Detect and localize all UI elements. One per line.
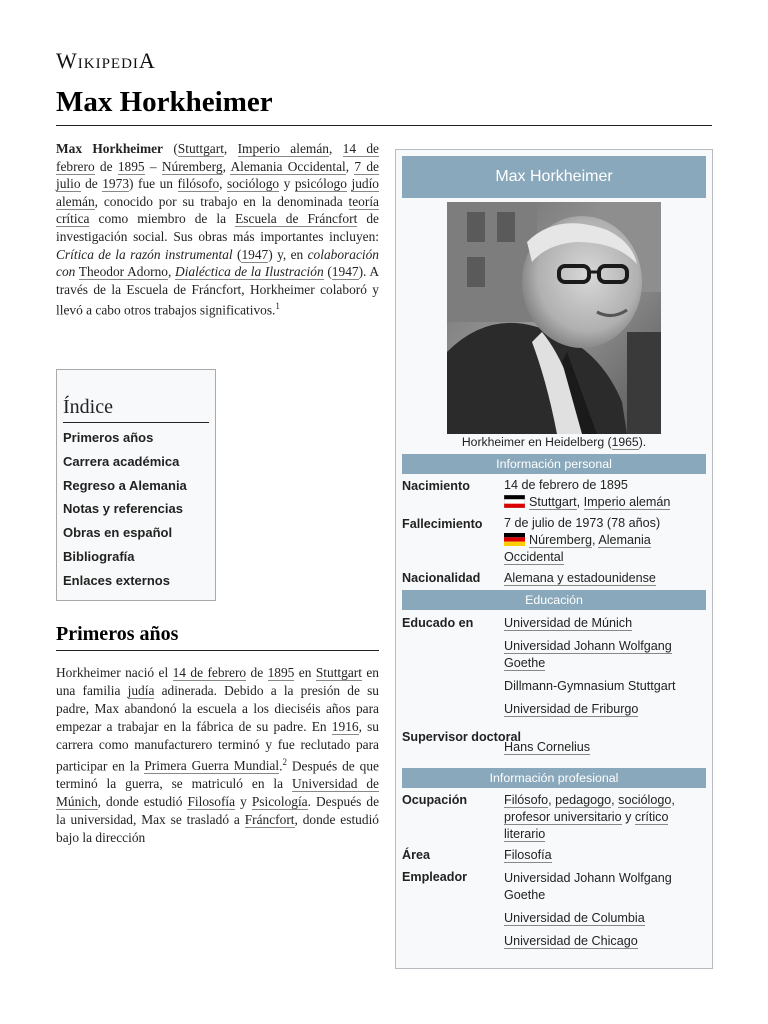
link-1895-s[interactable]: 1895: [267, 665, 295, 680]
link-nacionalidad[interactable]: Alemana y estadounidense: [504, 571, 656, 585]
link-dialectica[interactable]: Dialéctica de la Ilustración: [175, 264, 324, 280]
toc-title: Índice: [63, 396, 209, 423]
label-empleador: Empleador: [402, 870, 468, 884]
work-title-critica: Crítica de la razón instrumental: [56, 246, 233, 262]
link-1895[interactable]: 1895: [117, 158, 145, 174]
toc-item-carrera-academica[interactable]: Carrera académica: [63, 453, 180, 469]
wordmark-final: A: [138, 48, 156, 73]
link-universidad-munich[interactable]: Universidad de Múnich: [56, 775, 379, 809]
label-educado-en: Educado en: [402, 616, 474, 630]
label-fallecimiento: Fallecimiento: [402, 517, 483, 531]
infobox-title: Max Horkheimer: [402, 156, 706, 198]
link-imperio-aleman[interactable]: Imperio alemán: [237, 141, 329, 156]
link-7-julio[interactable]: 7 de julio: [56, 158, 379, 192]
imperial-germany-flag-icon: [504, 495, 525, 508]
link-judia[interactable]: judía: [127, 682, 155, 698]
link-14-febrero[interactable]: 14 de febrero: [56, 141, 379, 174]
section-header-profesional: Información profesional: [402, 768, 706, 788]
value-supervisor-doctoral: [504, 739, 704, 756]
portrait-image: [447, 202, 661, 434]
toc-item-notas-referencias[interactable]: Notas y referencias: [63, 501, 183, 517]
toc-item-obras-espanol[interactable]: Obras en español: [63, 525, 173, 541]
toc-item-enlaces-externos[interactable]: Enlaces externos: [63, 572, 170, 588]
lead-subject-name: Max Horkheimer: [56, 141, 164, 156]
reference-2[interactable]: 2: [282, 756, 287, 767]
portrait-photo[interactable]: [447, 202, 661, 434]
link-primera-guerra-mundial[interactable]: Primera Guerra Mundial: [144, 758, 280, 773]
link-psicologo[interactable]: psicólogo: [294, 176, 347, 192]
value-nacionalidad: [504, 570, 704, 587]
toc-item-primeros-anos[interactable]: Primeros años: [63, 430, 154, 445]
link-birth-country[interactable]: Imperio alemán: [583, 495, 671, 509]
link-nuremberg[interactable]: Núremberg: [161, 158, 223, 174]
link-stuttgart[interactable]: Stuttgart: [177, 141, 224, 156]
toc-item-regreso-alemania[interactable]: Regreso a Alemania: [63, 477, 187, 493]
section-paragraph: Horkheimer nació el 14 de febrero de 1895 en Stuttgart en una familia judía adinerada. Debido a la presión de su padre, Max abandonó la escuela a los dieciséis años para empezar a trabajar en la fábrica de su padre. En 1916, su carrera como manufacturero terminó y fue reclutado para participar en la Primera Guerra Mundial.$^2$ Después de que terminó la guerra, se matriculó en la Universidad de Múnich, donde estudió Filosofía y Psicología. Después de la universidad, Max se trasladó a Fráncfort, donde estudió bajo la dirección: [56, 665, 380, 845]
toc-item-bibliografia[interactable]: Bibliografía: [63, 548, 135, 564]
wordmark-initial: W: [56, 48, 78, 73]
link-profesor-universitario[interactable]: profesor universitario: [504, 810, 622, 824]
employer-goethe: Universidad Johann Wolfgang Goethe: [504, 871, 672, 902]
link-1947[interactable]: 1947: [241, 246, 269, 262]
link-sociologo[interactable]: sociólogo: [227, 176, 280, 192]
birth-date: 14 de febrero de 1895: [504, 478, 628, 492]
link-birth-place[interactable]: Stuttgart: [529, 495, 577, 509]
label-area: Área: [402, 848, 431, 862]
infobox: [395, 149, 713, 969]
link-universidad-goethe[interactable]: Universidad Johann Wolfgang Goethe: [504, 639, 672, 670]
link-psicologia[interactable]: Psicología: [251, 793, 308, 809]
link-14-febrero-s[interactable]: 14 de febrero: [172, 665, 247, 680]
lead-paragraph: Max Horkheimer (Stuttgart, Imperio alemán, 14 de febrero de 1895 – Núremberg, Alemania Occidental, 7 de julio de 1973) fue un filósofo, sociólogo y psicólogo judío alemán, conocido por su trabajo en la denominada teoría crítica como miembro de la Escuela de Fráncfort de investigación social. Sus obras más importantes incluyen: Crítica de la razón instrumental (1947) y, en colaboración con Theodor Adorno, Dialéctica de la Ilustración (1947). A través de la Escuela de Fráncfort, Horkheimer colaboró y llevó a cabo otros trabajos significativos.$^1$: [56, 141, 380, 318]
link-pedagogo[interactable]: pedagogo: [555, 793, 612, 807]
germany-flag-icon: [504, 533, 525, 546]
value-nacimiento: 14 de febrero de 1895 Stuttgart, Imperio alemán: [504, 477, 704, 511]
link-filosofia-ib[interactable]: Filosofía: [504, 848, 552, 862]
wordmark-body: ikipedi: [77, 48, 139, 73]
page-title: Max Horkheimer: [56, 86, 273, 118]
label-nacimiento: Nacimiento: [402, 479, 470, 493]
section-heading-primeros-anos: Primeros años: [56, 623, 179, 645]
reference-1[interactable]: 1: [275, 301, 280, 312]
death-date: 7 de julio de 1973 (78 años): [504, 516, 661, 530]
link-escuela-francfort[interactable]: Escuela de Fráncfort: [235, 211, 358, 227]
link-1965[interactable]: 1965: [611, 435, 639, 449]
link-1916[interactable]: 1916: [331, 718, 359, 734]
label-nacionalidad: Nacionalidad: [402, 571, 481, 585]
link-universidad-chicago[interactable]: Universidad de Chicago: [504, 934, 638, 948]
link-filosofia[interactable]: Filosofía: [187, 793, 236, 809]
link-1947-b[interactable]: 1947: [331, 264, 359, 280]
link-hans-cornelius[interactable]: Hans Cornelius: [504, 740, 591, 754]
link-critico-literario[interactable]: crítico literario: [504, 810, 669, 841]
value-educado-en: [504, 615, 704, 718]
link-universidad-munich-ib[interactable]: Universidad de Múnich: [504, 616, 633, 630]
link-francfort[interactable]: Fráncfort: [244, 811, 295, 827]
link-teoria-critica[interactable]: teoría crítica: [56, 193, 379, 227]
link-filosofo-ib[interactable]: Filósofo: [504, 793, 549, 807]
link-alemania-occidental[interactable]: Alemania Occidental: [230, 158, 346, 174]
link-death-country[interactable]: Alemania Occidental: [504, 533, 651, 564]
value-fallecimiento: 7 de julio de 1973 (78 años) Núremberg, Alemania Occidental: [504, 515, 704, 566]
section-header-personal: Información personal: [402, 454, 706, 474]
label-supervisor-doctoral: Supervisor doctoral: [402, 730, 521, 744]
table-of-contents: [56, 369, 216, 601]
section-header-educacion: Educación: [402, 590, 706, 610]
portrait-caption: Horkheimer en Heidelberg (1965).: [461, 435, 647, 449]
label-ocupacion: Ocupación: [402, 793, 468, 807]
value-ocupacion: Filósofo, pedagogo, sociólogo, profesor universitario y crítico literario: [504, 793, 675, 841]
link-sociologo-ib[interactable]: sociólogo: [618, 793, 672, 807]
title-divider: [56, 125, 712, 126]
value-area: [504, 847, 704, 864]
link-1973[interactable]: 1973: [102, 176, 130, 192]
section-divider: [56, 650, 379, 651]
link-judio-aleman[interactable]: judío alemán: [56, 176, 379, 209]
link-theodor-adorno[interactable]: Theodor Adorno: [78, 264, 168, 280]
value-empleador: [504, 870, 704, 950]
link-stuttgart-s[interactable]: Stuttgart: [315, 665, 362, 680]
wikipedia-wordmark[interactable]: [56, 48, 156, 74]
dillmann-gymnasium: Dillmann-Gymnasium Stuttgart: [504, 679, 676, 693]
link-universidad-friburgo[interactable]: Universidad de Friburgo: [504, 702, 639, 716]
link-universidad-columbia[interactable]: Universidad de Columbia: [504, 911, 645, 925]
link-death-place[interactable]: Núremberg: [529, 533, 592, 547]
link-filosofo[interactable]: filósofo: [177, 176, 220, 192]
